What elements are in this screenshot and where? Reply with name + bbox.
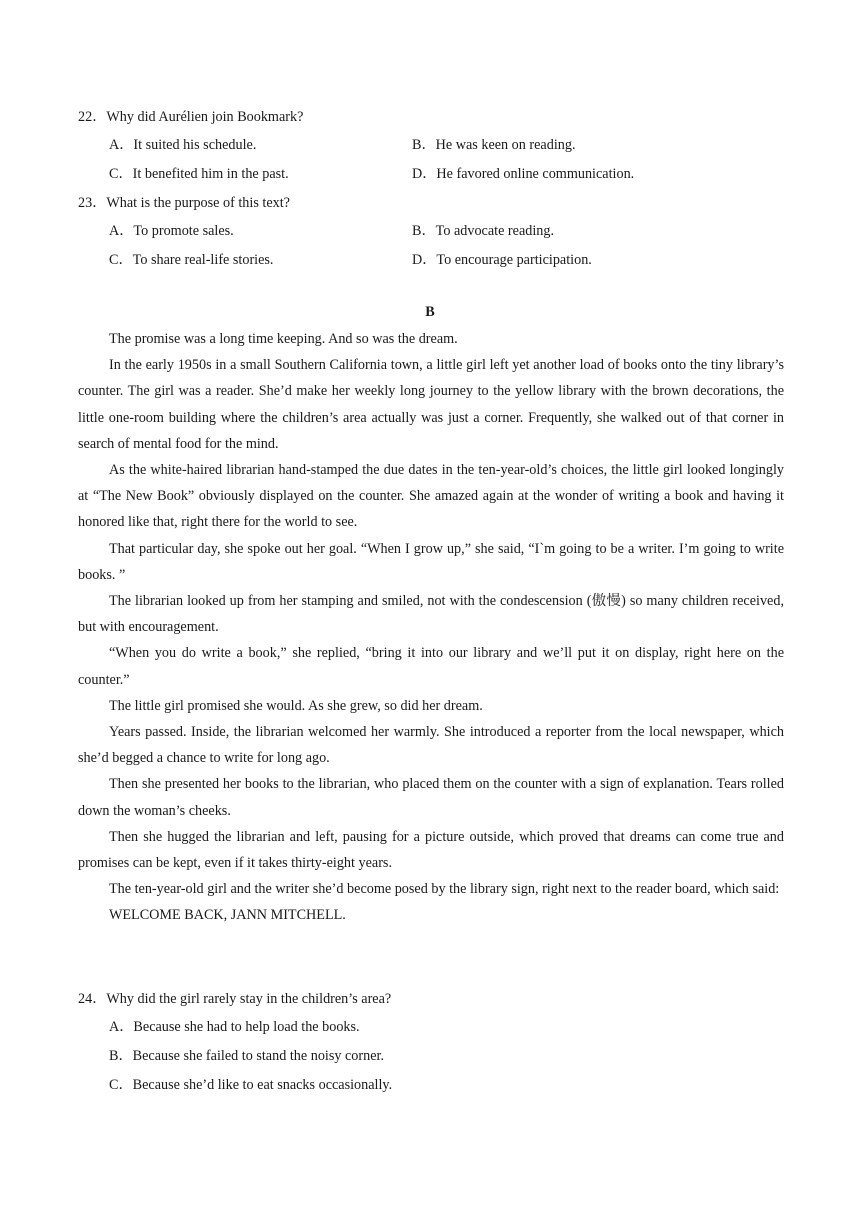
passage-paragraph: The librarian looked up from her stamping and smiled, not with the condescension (傲慢) so many children received, but with encouragement.: [78, 593, 784, 636]
passage-paragraph: In the early 1950s in a small Southern California town, a little girl left yet another load of books onto the tiny library’s counter. The girl was a reader. She’d make her weekly long journey to the yellow library with the brown decorations, the little one-room building where the children’s area actually was just a corner. Frequently, she walked out of that corner in search of mental food for the mind.: [78, 357, 784, 452]
passage-paragraph: As the white-haired librarian hand-stamped the due dates in the ten-year-old’s choices, the little girl looked longingly at “The New Book” obviously displayed on the counter. She amazed again at the wonder of writing a book and having it honored like that, right there for the world to see.: [78, 462, 784, 531]
passage-paragraph: Then she presented her books to the librarian, who placed them on the counter with a sign of explanation. Tears rolled down the woman’s cheeks.: [78, 776, 784, 819]
question-23-option-a: A．To promote sales.: [109, 223, 234, 239]
question-24-option-c: C．Because she’d like to eat snacks occasionally.: [109, 1077, 393, 1093]
passage-paragraph: The little girl promised she would. As she grew, so did her dream.: [109, 697, 483, 714]
passage-paragraph: The ten-year-old girl and the writer she’d become posed by the library sign, right next to the reader board, which said:: [109, 881, 780, 898]
question-22-option-b: B．He was keen on reading.: [412, 137, 576, 153]
passage-paragraph: Then she hugged the librarian and left, pausing for a picture outside, which proved that dreams can come true and promises can be kept, even if it takes thirty-eight years.: [78, 828, 784, 872]
passage-paragraph: The promise was a long time keeping. And so was the dream.: [109, 331, 458, 347]
section-heading: B: [425, 304, 435, 320]
question-23-option-c: C．To share real-life stories.: [109, 252, 274, 268]
question-22-option-d: D．He favored online communication.: [412, 166, 635, 182]
question-24-stem: 24．Why did the girl rarely stay in the children’s area?: [78, 991, 392, 1007]
question-23-stem: 23．What is the purpose of this text?: [78, 195, 290, 211]
question-22-option-c: C．It benefited him in the past.: [109, 166, 289, 182]
question-23-option-d: D．To encourage participation.: [412, 252, 592, 268]
passage-paragraph: WELCOME BACK, JANN MITCHELL.: [109, 907, 346, 924]
passage-paragraph: Years passed. Inside, the librarian welcomed her warmly. She introduced a reporter from the local newspaper, which she’d begged a chance to write for long ago.: [78, 724, 784, 767]
question-24-option-a: A．Because she had to help load the books.: [109, 1019, 360, 1035]
passage-paragraph: That particular day, she spoke out her goal. “When I grow up,” she said, “I`m going to be a writer. I’m going to write books. ”: [78, 540, 784, 583]
question-22-option-a: A．It suited his schedule.: [109, 137, 257, 153]
passage-paragraph: “When you do write a book,” she replied, “bring it into our library and we’ll put it on display, right here on the counter.”: [78, 645, 784, 688]
question-24-option-b: B．Because she failed to stand the noisy corner.: [109, 1048, 385, 1064]
question-23-option-b: B．To advocate reading.: [412, 223, 555, 239]
question-22-stem: 22．Why did Aurélien join Bookmark?: [78, 109, 304, 125]
reading-passage: [78, 326, 784, 929]
